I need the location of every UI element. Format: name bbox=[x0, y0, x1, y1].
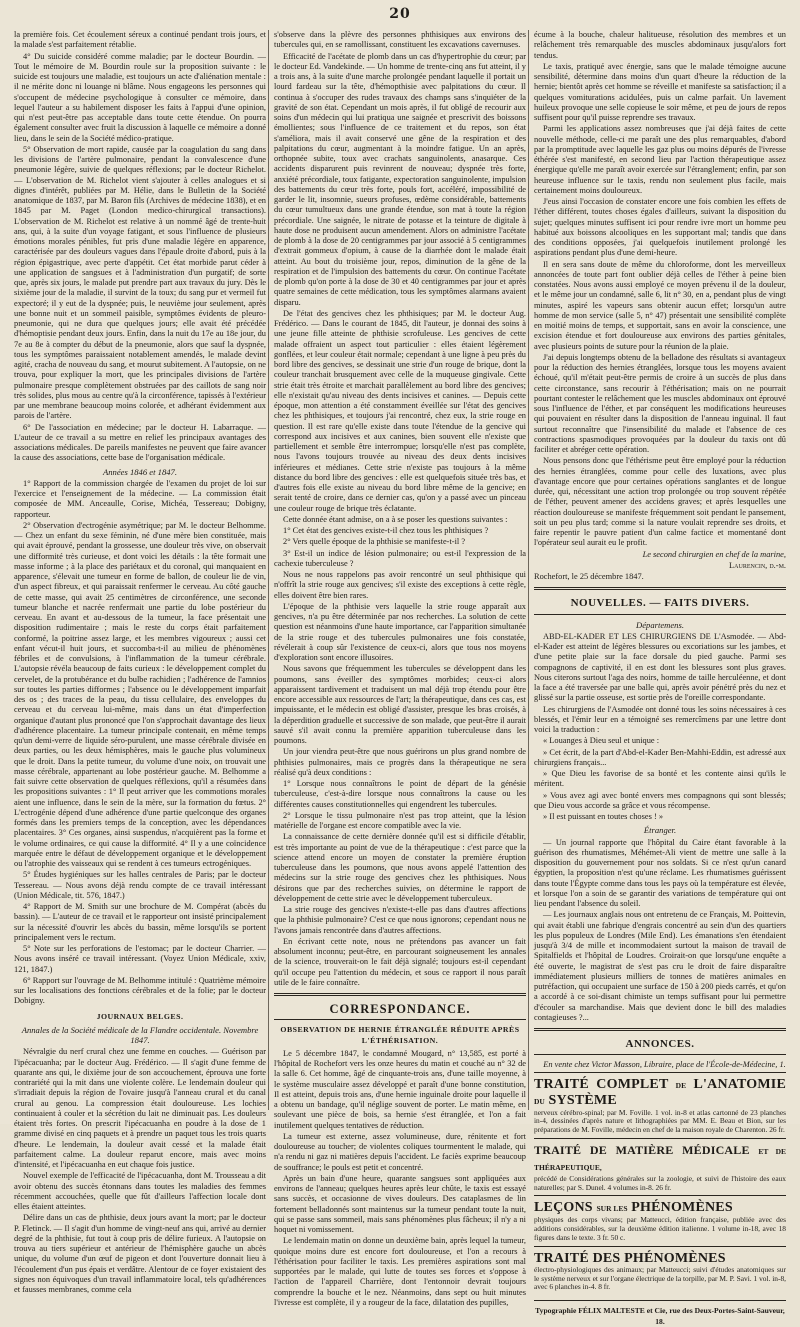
page-number: 20 bbox=[389, 6, 411, 22]
ad-title-part: TRAITÉ DES PHÉNOMÈNES bbox=[534, 1250, 726, 1266]
ad-block bbox=[534, 1072, 786, 1138]
section-divider bbox=[274, 1019, 526, 1020]
paragraph: 4° Du suicide considéré comme maladie; par le docteur Bourdin. — Tout le mémoire de M. Bourdin roule sur la proposition suivante : le suicide est toujours une maladie, est toujours un acte d'aliénation mentale : il ne mérite donc ni louange ni blâme. Nous engageons les personnes qui s'occupent de médecine psychologique à consulter ce mémoire, dans lequel l'auteur a su habilement disposer les faits à l'appui d'une opinion, qui n'est peut-être pas acceptable dans toute cette étendue. On pourra également consulter avec fruit la discussion à laquelle ce mémoire a donné lieu, dans le sein de la Société médico-pratique. bbox=[14, 51, 266, 143]
paragraph: Après un bain d'une heure, quarante sangsues sont appliquées aux environs de l'anneau; quelques heures après leur chûte, le taxis est essayé sans succès, et occasionne de vives douleurs. Des cataplasmes de lin fortement belladonnés sont maintenus sur la tumeur pendant toute la nuit, qui se passe sans sommeil, mais sans phénomènes plus fâcheux; il n'y a ni hoquet ni vomissement. bbox=[274, 1173, 526, 1234]
paragraph: » Que Dieu les favorise de sa bonté et les contente ainsi qu'ils le méritent. bbox=[534, 769, 786, 789]
section-divider bbox=[534, 1054, 786, 1055]
paragraph: 1° Lorsque nous connaîtrons le point de départ de la génésie tuberculeuse, c'est-à-dire lorsque nous connaîtrons la cause ou les différentes causes constitutionnelles qui engendrent les tubercules. bbox=[274, 779, 526, 809]
column-1 bbox=[14, 30, 266, 1294]
column-3 bbox=[534, 30, 786, 1326]
ad-title-part: L'ANATOMIE bbox=[693, 1076, 786, 1092]
signature-role: Le second chirurgien en chef de la marine, bbox=[642, 549, 786, 559]
paragraph: J'eus ainsi l'occasion de constater encore une fois combien les effets de l'éther différent, toutes choses égales d'ailleurs, suivant la disposition du sujet; quelques minutes suffisent ici pour rendre ivre mort un homme peu habitué aux boissons alcooliques en les supportant mal; tandis que dans des conditions opposées, j'ai quelquefois inutilement prolongé les aspirations pendant plus d'une demi-heure. bbox=[534, 197, 786, 258]
paragraph: Le 5 décembre 1847, le condamné Mougard, n° 13,585, est porté à l'hôpital de Rochefort vers les onze heures du matin et couché au n° 32 de la salle 6. Cet homme, âgé de cinquante-trois ans, d'une taille moyenne, à le système musculaire assez développé et paraît d'une bonne constitution, Il est atteint, depuis trois ans, d'une hernie inguinale droite pour laquelle il a obtenu un bandage, qu'il néglige souvent de porter. Le matin même, en soulevant une pièce de bois, sa hernie s'est étranglée, et l'on a fait inutilement quelques tentatives de réduction. bbox=[274, 1048, 526, 1130]
ad-title-part: SUR LES bbox=[596, 1204, 628, 1214]
section-divider bbox=[534, 1300, 786, 1301]
paragraph: Il en sera sans doute de même du chloroforme, dont les merveilleux annoncées de toute part font oublier déjà celles de l'éther à peine bien constatées. Nous avons aussi employé ce moyen prévenu il de la douleur, et le même jour un condamné, salle 6, lit n° 30, en a, pendant plus de vingt minutes, aspiré les vapeurs sans obtenir aucun effet; lorsqu'un autre homme de mon service (salle 5, n° 47) présentait une sensibilité complète en moitié moins de temps, et supportait, sans en avoir la conscience, une excision étendue et fort douloureuse aux environs des parties génitales, avec plusieurs points de suture pour la réunion de la plaie. bbox=[534, 259, 786, 351]
ad-block bbox=[534, 1138, 786, 1196]
paragraph: » Il est puissant en toutes choses ! » bbox=[543, 812, 664, 821]
ad-title-part: DU bbox=[534, 1096, 545, 1106]
paragraph: écume à la bouche, chaleur halitueuse, résolution des membres et un relâchement très remarquable des muscles abdominaux jusqu'alors fort tendus. bbox=[534, 30, 786, 60]
ad-body: précédé de Considérations générales sur la zoologie, et suivi de l'histoire des eaux naturelles; par S. Dunel. 4 volumes in-8. 26 fr. bbox=[534, 1173, 786, 1192]
paragraph: ABD-EL-KADER ET LES CHIRURGIENS DE L'Asmodée. — Abd-el-Kader est atteint de légères blessures ou excoriations sur les jambes, et d'une petite plaie sur la face dorsale du pied gauche. Parmi ses compagnons de captivité, il en est dont les blessures sont plus graves. Nous citerons surtout l'aga des noirs, homme de taille herculéenne, et dont la face a été traversée par une balle qui, après avoir pénétré près du nez et glissé sur la partie osseuse, est sortie près de l'oreille correspondante. bbox=[534, 631, 786, 703]
ad-body: physiques des corps vivans; par Matteucci, édition française, publiée avec des additions considérables, sur la deuxième édition italienne. 1 volume in-18, avec 18 figures dans le texte. 3 fr. 50 c. bbox=[534, 1215, 786, 1243]
ad-title-part: SYSTÈME bbox=[548, 1092, 617, 1108]
paragraph: 3° Est-il un indice de lésion pulmonaire; ou est-il l'expression de la cachexie tuberculeuse ? bbox=[274, 548, 526, 568]
paragraph: 2° Lorsque le tissu pulmonaire n'est pas trop atteint, que la lésion matérielle de l'organe est encore compatible avec la vie. bbox=[274, 810, 526, 830]
paragraph: De l'état des gencives chez les phthisiques; par M. le docteur Aug. Frédérico. — Dans le courant de 1845, dit l'auteur, je donnai des soins à une jeune fille atteinte de phthisie scrofuleuse. Les gencives de cette malade offraient un aspect tout particulier : elles étaient légèrement gonflées, et leur couleur était normale; cependant à une ligne à peu près du bord libre des gencives, se dessinait une strie d'un rouge de brique, dont la couleur tranchait brusquement avec celle de la muqueuse gingivale. Cette strie était très étroite et marchait parallèlement au bord libre des gencives; elle n'existait qu'au niveau des dents incisives et canines. — Depuis cette époque, mon attention a été constamment éveillée sur l'état des gencives chez les phthisiques, et toujours j'ai rencontré, chez eux, la strie rouge en question. Il est rare qu'elle existe dans toute l'étendue de la gencive qui correspond aux incisives et aux canines, bien souvent elle n'existe que partiellement et semble être interrompue; lorsqu'elle n'est pas complète, nous l'avons toujours trouvée au niveau des deux dents incisives inférieures et médianes. Cette strie n'existe pas toujours à la même distance du bord libre des gencives : elle est quelquefois située très bas, et d'autres fois elle existe au niveau du bord libre même de la gencive; en serait tenté de croire, dans ce dernier cas, qu'on y a passé avec un pinceau une couleur rouge de brique très éclatante. bbox=[274, 308, 526, 513]
paragraph: Cette donnée étant admise, on a à se poser les questions suivantes : bbox=[283, 514, 508, 524]
ad-body: nerveux cérébro-spinal; par M. Foville. 1 vol. in-8 et atlas cartonné de 23 planches in-4, dessinées d'après nature et lithographiées par MM. E. Beau et Bion, sur les préparations de M. Foville, médecin en chef de la maison royale de Charenton. 26 fr. bbox=[534, 1107, 786, 1135]
paragraph: Nous savons que fréquemment les tubercules se développent dans les poumons, sans éveiller des symptômes morbides; ceux-ci alors apparaissent tardivement et traduisent un mal déjà trop étendu pour être encore accessible aux ressources de l'art; la thérapeutique, dans ces cas, est impuissante, et le médecin est obligé d'assister, presque les bras croisés, à la déperdition graduelle et successive de son malade, que peut-être il aurait sauvé s'il avait connu la première apparition tuberculeuse dans les poumons. bbox=[274, 664, 526, 745]
paragraph: Parmi les applications assez nombreuses que j'ai déjà faites de cette nouvelle méthode, celle-ci me paraît une des plus remarquables, d'abord par la promptitude avec laquelle les gaz plus ou moins dépurés de l'ivresse éthérée s'est manifesté, en second lieu par l'action thérapeutique assez énergique qu'elle me paraît avoir exercée sur l'étranglement; enfin, par son heureuse influence sur le taxis, rendu non seulement plus facile, mais certainement moins douloureux. bbox=[534, 124, 786, 195]
journals-subheading: Annales de la Société médicale de la Flandre occidentale. Novembre 1847. bbox=[21, 1024, 259, 1045]
ad-title-part: ET DE THÉRAPEUTIQUE, bbox=[534, 1146, 786, 1172]
section-divider bbox=[534, 614, 786, 615]
ad-block bbox=[534, 1195, 786, 1245]
ad-title-part: TRAITÉ DE MATIÈRE MÉDICALE bbox=[534, 1142, 750, 1157]
paragraph: Nous pensons donc que l'éthérisme peut être employé pour la réduction des hernies étranglées, comme pour celle des luxations, avec plus d'avantage encore que pour certaines opérations sanglantes et de longue durée, qui, nécessitant une action trop prolongée ou trop souvent répétée de l'éther, peuvent amener des accidens graves; et après lesquelles une réaction douloureuse se manifeste fréquemment soit pendant le pansement, soit un peu plus tard; comme si la nature voulait reprendre ses droits, et faire repentir le pauvre patient d'un calme factice et momentané dont l'opérateur seul aurait eu le profit. bbox=[534, 456, 786, 548]
paragraph: Efficacité de l'acétate de plomb dans un cas d'hypertrophie du cœur; par le docteur Ed. Vandekinde. — Un homme de trente-cinq ans fut atteint, il y a trois ans, à la suite d'une marche prolongée pendant laquelle il portait un lourd fardeau sur la tête, d'hémopthisie avec palpitations du cœur. Il continua à s'occuper des rudes travaux des champs sans s'inquiéter de la gravité de son état. Cependant un mois après, il fut obligé de recourir aux soins d'un médecin qui lui pratiqua une saignée et prescrivit des boissons émollientes; sous l'influence de ce traitement et du repos, son état s'améliora, mais il avait conservé une gêne de la respiration et des palpitations du cœur, augmentant à la moindre fatigue. Un an après, orthopnée subite, toux avec crachats sanguinolents, anasarque. Ces accidents disparurent puis revinrent de nouveau; dyspnée très forte, anxiété précordiale, toux fatigante, expectoration sanguinolente, impulsion des battements du cœur très forte, pouls fort, accéléré, impossibilité de garder le lit, insomnie, sueurs profuses, œdème considérable, battements du cœur tumultueux dans une grande étendue, son mat à toute la région précordiale. Une saignée, le nitrate de potasse et la teinture de digitale à haute dose ne produisent aucun amendement. Alors on administre l'acétate de plomb à la dose de 20 centigrammes par jour associé à 5 centigrammes d'extrait gommeux d'opium, à cause de la diarrhée dont le malade était atteint. Au bout du troisième jour, repos, diminution de la gêne de la respiration et de l'impulsion des battements du cœur. On continue l'acétate de plomb qu'on porte à la dose de 30 et 40 centigrammes par jour et après quatre semaines de cette médication, tous les symptômes alarmans avaient disparu. bbox=[274, 51, 526, 307]
paragraph: Les chirurgiens de l'Asmodée ont donné tous les soins nécessaires à ces blessés, et l'émir leur en a témoigné ses remercîmens par une lettre dont voici la traduction : bbox=[534, 704, 786, 734]
ad-title bbox=[534, 1251, 786, 1266]
section-divider bbox=[274, 993, 526, 996]
section-divider bbox=[534, 1028, 786, 1031]
paragraph: Nouvel exemple de l'efficacité de l'ipécacuanha, dont M. Trousseau a dit avoir obtenu des succès étonnans dans toutes les maladies des femmes récemment accouchées, quelle que fût d'ailleurs l'affection locale dont elles étaient atteintes. bbox=[14, 1171, 266, 1211]
paragraph: 5° Note sur les perforations de l'estomac; par le docteur Charrier. — Nous avons inséré ce travail intéressant. (Voyez Union Médicale, xxiv, 121, 1847.) bbox=[14, 944, 266, 974]
departments-heading: Départemens. bbox=[636, 619, 684, 630]
paragraph: J'ai depuis longtemps obtenu de la belladone des résultats si avantageux pour la réduction des hernies étranglées, lorsque tous les moyens avaient échoué, qu'il m'était peut-être permis de croire à un succès de plus dans cette circonstance, sans recourir à l'éthérisation; mais on ne pourrait pourtant contester le relâchement que les muscles abdominaux ont éprouvé sous l'influence de l'éther, et par conséquent les modifications heureuses qui pouvaient en résulter dans la disposition de l'anneau inguinal. Il faut surtout reconnaître que l'insensibilité du malade et l'absence de ces contractions spasmodiques provoquées par la douleur du taxis ont dû faciliter et abréger cette opération. bbox=[534, 352, 786, 454]
ads-heading: ANNONCES. bbox=[625, 1038, 695, 1050]
ad-title bbox=[534, 1200, 786, 1216]
printer-imprint: Typographie FÉLIX MALTESTE et Cie, rue des Deux-Portes-Saint-Sauveur, 18. bbox=[535, 1306, 785, 1326]
column-2 bbox=[274, 30, 526, 1307]
ad-title-part: DE bbox=[675, 1080, 687, 1090]
paragraph: — Les journaux anglais nous ont entretenu de ce Français, M. Poittevin, qui avait établi une fabrique d'engrais concentré au sein d'un des quartiers les plus populeux de Londres (Mile End). Les émanations s'en étendaient jusqu'à 3/4 de mille et incommodaient surtout la maison de travail de Spitalfields et l'hôpital de Loudres. Croirait-on que lorsqu'une enquête a été ouverte, le magistrat de s'est pas cru le droit de faire disparaître immédiatement plusieurs milliers de tonnes de matières animales en putréfaction, qui occupaient une surface de 150 à 200 pieds carrés, et qu'on a accordé à ce soi-disant chimiste un temps suffisant pour lui permettre d'écouler sa marchandise. Mais que devient donc le bill des maladies contagieuses ?... bbox=[534, 910, 786, 1022]
ad-title bbox=[534, 1077, 786, 1109]
section-divider bbox=[534, 587, 786, 590]
paragraph: Délire dans un cas de phthisie, deux jours avant la mort; par le docteur P. Fletinck. — Il s'agit d'un homme de vingt-neuf ans qui, arrivé au dernier degré de la phthisie, fut tout à coup pris de délire furieux. A l'autopsie on trouva au tiers supérieur et antérieur de l'hémisphère gauche un abcès unique, du volume d'un œuf de pigeon et dont l'ouverture donnait lieu à l'écoulement d'un pus épais et verdâtre. Alentour de ce foyer existaient des signes non équivoques d'un travail inflammatoire local, tels qu'adhérences et fausses membranes, comme cela bbox=[14, 1213, 266, 1294]
paragraph: Le taxis, pratiqué avec énergie, sans que le malade témoigne aucune sensibilité, détermine dans moins d'un quart d'heure la réduction de la hernie; bientôt après cet homme se réveille et manifeste sa satisfaction; il a quelques vomiturations acidulées, puis un calme parfait. Un lavement huileux provoque une selle copieuse le soir même, et peu de jours de repos suffisent pour qu'il puisse reprendre ses travaux. bbox=[534, 61, 786, 122]
paragraph: 1° Cet état des gencives existe-t-il chez tous les phthisiques ? bbox=[283, 526, 489, 535]
paragraph: Un jour viendra peut-être que nous guérirons un plus grand nombre de phthisies pulmonaires, mais ce progrès dans la thérapeutique ne sera réalisé qu'à deux conditions : bbox=[274, 747, 526, 777]
paragraph: « Louanges à Dieu seul et unique : bbox=[543, 736, 660, 746]
paragraph: 4° Rapport de M. Smith sur une brochure de M. Compérat (abcès du bassin). — L'auteur de ce travail et le rapporteur ont insisté principalement sur la nécessité d'ouvrir les abcès du bassin, même lorsqu'ils se portent principalement vers le rectum. bbox=[14, 902, 266, 942]
case-heading: OBSERVATION DE HERNIE ÉTRANGLÉE RÉDUITE APRÈS L'ÉTHÉRISATION. bbox=[280, 1025, 520, 1045]
paragraph: Névralgie du nerf crural chez une femme en couches. — Guérison par l'ipécacuanha; par le docteur Aug. Frédérico. — Il s'agit d'une femme de quarante ans qui, le dixième jour de son accouchement, éprouva une forte contrariété qui la mit dans une violente colère. Le lendemain douleur qui s'irradiait depuis la région de l'ovaire jusqu'à l'anneau crural et du canal crural au genou. La compression était douloureuse. Les lochies continuaient à couler et la sécrétion du lait ne diminuait pas. Les douleurs étaient très fortes. On prescrit l'ipécacuanha en poudre à la dose de 1 gramme divisé en cinq paquets et à prendre un paquet tous les trois quarts d'heure. Le lendemain, la douleur avait cessé et la malade était parfaitement calme. La douleur reparut encore, mais avec moins d'intensité, et l'ipécacuanha en eut chaque fois justice. bbox=[14, 1047, 266, 1169]
paragraph: 2° Vers quelle époque de la phthisie se manifeste-t-il ? bbox=[283, 537, 466, 547]
paragraph: 5° Études hygiéniques sur les halles centrales de Paris; par le docteur Tessereau. — Nous avons déjà rendu compte de ce travail intéressant (Union Médicale, tit. 576, 1847.) bbox=[14, 870, 266, 900]
column-rule-1 bbox=[268, 30, 269, 1110]
ad-title-part: LEÇONS bbox=[534, 1200, 593, 1216]
signature-name: Laurencin, d.-m. bbox=[729, 560, 786, 570]
paragraph: Nous ne nous rappelons pas avoir rencontré un seul phthisique qui n'offrît la strie rouge aux gencives; s'il existe des exceptions à cette règle, elles doivent être bien rares. bbox=[274, 570, 526, 600]
paragraph: La connaissance de cette dernière donnée qu'il est si difficile d'établir, est très importante au point de vue de la thérapeutique : c'est parce que la science attend encore un moyen de constater la première éruption tuberculeuse dans les poumons, que nous avons appelé l'attention des médecins sur la strie rouge des gencives chez les phthisiques. Nous désirons que par des recherches suivies, on détermine le rapport de développement de cette strie avec le développement tuberculeux. bbox=[274, 832, 526, 903]
paragraph: 6° De l'association en médecine; par le docteur H. Labarraque. — L'auteur de ce travail a su mettre en relief les principaux avantages des associations médicales. De pareils manifestes ne peuvent que faire avancer la cause des associations, cette base de l'organisation médicale. bbox=[14, 422, 266, 463]
paragraph: La strie rouge des gencives n'existe-t-elle pas dans d'autres affections que la phthisie pulmonaire? C'est ce que nous ignorons; cependant nous ne l'avons jamais rencontrée dans d'autres affections. bbox=[274, 905, 526, 935]
ads-intro: En vente chez Victor Masson, Libraire, place de l'École-de-Médecine, 1. bbox=[543, 1060, 786, 1070]
journals-heading: JOURNAUX BELGES. bbox=[96, 1011, 184, 1021]
ad-title-part: TRAITÉ COMPLET bbox=[534, 1076, 669, 1092]
paragraph: Le lendemain matin on donne un deuxième bain, après lequel la tumeur, quoique moins dure est encore fort douloureuse, et l'on a recours à l'éthérisation pour faciliter le taxis. Les premières aspirations sont mal supportées par le malade, qui lutte de toutes ses forces et s'oppose à l'action de l'appareil Charrière, dont l'entonnoir devrait toujours comprendre la bouche et le nez. Néanmoins, dans sept ou huit minutes l'ivresse est complète, il y a rougeur de la face, dilatation des pupilles, bbox=[274, 1236, 526, 1307]
paragraph: s'observe dans la plèvre des personnes phthisiques aux environs des tubercules qui, en se ramollissant, constituent les excavations cavernuses. bbox=[274, 30, 526, 50]
ad-title bbox=[534, 1143, 786, 1175]
news-heading: NOUVELLES. — FAITS DIVERS. bbox=[570, 597, 750, 610]
signature-place-date: Rochefort, le 25 décembre 1847. bbox=[534, 572, 644, 581]
paragraph: 6° Rapport sur l'ouvrage de M. Belhomme intitulé : Quatrième mémoire sur les localisations des fonctions cérébrales et de la folie; par le docteur Dobigny. bbox=[14, 975, 266, 1006]
ad-body: électro-physiologiques des animaux; par Matteucci; suivi d'études anatomiques sur le système nerveux et sur l'organe électrique de la torpille, par M. P. Savi. 1 vol. in-8, avec 6 planches in-4. 8 fr. bbox=[534, 1264, 786, 1292]
ad-title-part: PHÉNOMÈNES bbox=[631, 1200, 733, 1216]
paragraph: » Vous avez agi avec bonté envers mes compagnons qui sont blessés; que Dieu vous accorde sa grâce et vous récompense. bbox=[534, 790, 786, 810]
year-heading: Années 1846 et 1847. bbox=[103, 466, 177, 477]
ad-block bbox=[534, 1246, 786, 1295]
paragraph: 2° Observation d'ectrogénie asymétrique; par M. le docteur Belhomme. — Chez un enfant du sexe féminin, né d'une mère bien constituée, mais qui avait éprouvé, pendant la grossesse, une douleur très vive, on observait une difformité très curieuse, et dont voici les détails : la tête formait une masse informe ; à la place des pariétaux et du coronal, qui manquaient en apparence, s'élevait une tumeur en forme de ballon, de couleur lie de vin, d'un aspect fibreux, et qui paraissait renfermer le cerveau. Au côté gauche de cette masse, qui avait 25 centimètres de circonférence, une seconde tumeur blanche et nacrée renfermait une partie du lobe postérieur du cerveau. En avant et au-dessous de la tumeur, la face présentait une disposition rudimentaire ; mais le reste du corps était parfaitement conformé, la poitrine assez large, et les membres vigoureux ; aussi cet enfant vécut-il huit jours, et succomba-t-il au milieu de phénomènes fébriles et de convulsions, à l'inflammation de la tumeur cérébrale. L'autopsie révéla beaucoup de faits curieux : le développement complet du cervelet, de la protubérance et du bulbe rachidien ; l'adhérence de l'amnios sur toutes les parties difformes ; l'absence ou le développement imparfait des os ; des traces de la peau, du tissu cellulaire, des enveloppes du cerveau et du cerveau lui-même, mais dans un état d'imperfection organique d'autant plus prononcé que l'on s'approchait davantage des lieux d'adhérence placentaire. La tumeur principale contenait, en même temps qu'un demi-verre de liquide séro-purulent, une masse cérébrale divisée en deux parties, ou les deux hémisphères, mais le gauche plus volumineux que le droit. Dans la petite tumeur, du volume d'une noix, on trouvait une masse cérébrale, appartenant au lobe postérieur gauche. M. Belhomme a fait suivre cette observation de quelques réflexions, qu'il a résumées dans les propositions suivantes : 1° Il peut arriver que les commotions morales aient une influence, dans le sein de la mère, sur la formation du fœtus. 2° L'ectrogénie dépend d'une adhérence d'une partie quelconque des organes formés dans les premiers temps de la conception, avec les dépendances placentaires. 3° Ces organes, ainsi suspendus, n'acquièrent pas la forme et le volume ordinaires, ce qui cause la difformité. 4° Il y a une coïncidence marquée entre le défaut de développement organique et le développement ou l'atrophie des vaisseaux qui se rendent à ces tumeurs ectrogéniques. bbox=[14, 520, 266, 868]
section-heading: CORRESPONDANCE. bbox=[329, 1002, 471, 1016]
paragraph: » Cet écrit, de la part d'Abd-el-Kader Ben-Mahhi-Eddin, est adressé aux chirurgiens français... bbox=[534, 747, 786, 767]
foreign-heading: Étranger. bbox=[643, 825, 677, 836]
paragraph: — Un journal rapporte que l'hôpital du Caire étant favorable à la guérison des rhumatismes, Méhémet-Ali vient de mettre une salle à la disposition du gouvernement pour nos soldats. Si ce n'est qu'un canard égyptien, la proposition n'est qu'une réclame. Les rhumatismes guérissent dans toute l'Égypte comme dans tous les pays où la température est élevée, et lorsque l'on a soin de se garantir des variations de température qui ont lieu pendant l'absence du soleil. bbox=[534, 837, 786, 908]
paragraph: L'époque de la phthisie vers laquelle la strie rouge apparaît aux gencives, n'a pu être déterminée par nos recherches. La solution de cette question est néanmoins d'une haute importance, car l'apparition simultanée de la strie rouge et des tubercules pulmonaires une fois constatée, révélerait à coup sûr l'existence de ceux-ci, alors que tous nos moyens d'exploration sont encore illusoires. bbox=[274, 601, 526, 662]
paragraph: En écrivant cette note, nous ne prétendons pas avancer un fait absolument inconnu; peut-être, en parcourant soigneusement les annales de la science, trouverait-on le fait déjà signalé; toujours est-il cependant qu'il occupe peu l'attention du médecin, et sous ce rapport il nous paraît utile de le faire connaître. bbox=[274, 936, 526, 987]
paragraph: 5° Observation de mort rapide, causée par la coagulation du sang dans les divisions de l'artère pulmonaire, pendant la convalescence d'une pneumonie légère, suivie de quelques réflexions; par le docteur Richelot. — L'observation de M. Richelot vient s'ajouter à celles analogues et si dignes d'intérêt, publiées par M. Hélie, dans le Bulletin de la Société anatomique de 1837, par M. Baron fils (Archives de médecine 1838), et en 1845 par M. Paget (London medico-chirurgical transactions). L'observation de M. Richelot est relative à un nommé âgé de trente-huit ans, qui, à la suite d'un voyage fatigant, et sous l'influence de plusieurs émotions morales pénibles, fut pris d'une maladie légère en apparence, caractérisée par des douleurs vagues dans l'épaule droite d'abord, puis à la région épigastrique, avec perte d'appétit. Cet état morbide parut céder à une application de sangsues et à l'administration d'un purgatif; de sorte que, après six jours, le malade put prendre part aux travaux du jury. Dès le sixième jour de la maladie, il survint de la toux; du sang pur et vermeil fut expectoré; il y eut de la dyspnée; puis, le neuvième jour seulement, après une bonne nuit et un sommeil paisible, symptômes évidents de pleuro-pneumonie, qui ne dura que quelques jours; elle avait été précédée d'hémoptisie pendant deux jours. Enfin, dans la nuit du 17e au 18e jour, du 7e au 8e à compter du début de la pneumonie, alors que sauf la dyspnée, tous les symptômes paraissaient notablement amendés, le malade devint agité, cracha de nouveau du sang, et mourut subitement. A l'autopsie, on ne trouva, pour expliquer la mort, que les principales divisions de l'artère pulmonaire presque complètement obstruées par des caillots de sang noir très solides, plus mous au centre qu'à la circonférence, tapissés à l'extérieur par une membrane beaucoup moins colorée, et adhérant évidemment aux parois de l'artère. bbox=[14, 144, 266, 421]
paragraph: La tumeur est externe, assez volumineuse, dure, rénitente et fort douloureuse au toucher; de violentes coliques tourmentent le malade, qui n'a rendu ni gaz ni matières depuis l'accident. Le faciès exprime beaucoup de souffrance; le pouls est petit et concentré. bbox=[274, 1131, 526, 1172]
column-rule-2 bbox=[528, 30, 529, 1110]
paragraph: la première fois. Cet écoulement séreux a continué pendant trois jours, et la malade s'est parfaitement rétablie. bbox=[14, 30, 266, 50]
paragraph: 1° Rapport de la commission chargée de l'examen du projet de loi sur l'exercice et l'enseignement de la médecine. — La commission était composée de MM. Anceaulle, Corise, Michéa, Tessereau; Dobigny, rapporteur. bbox=[14, 478, 266, 519]
